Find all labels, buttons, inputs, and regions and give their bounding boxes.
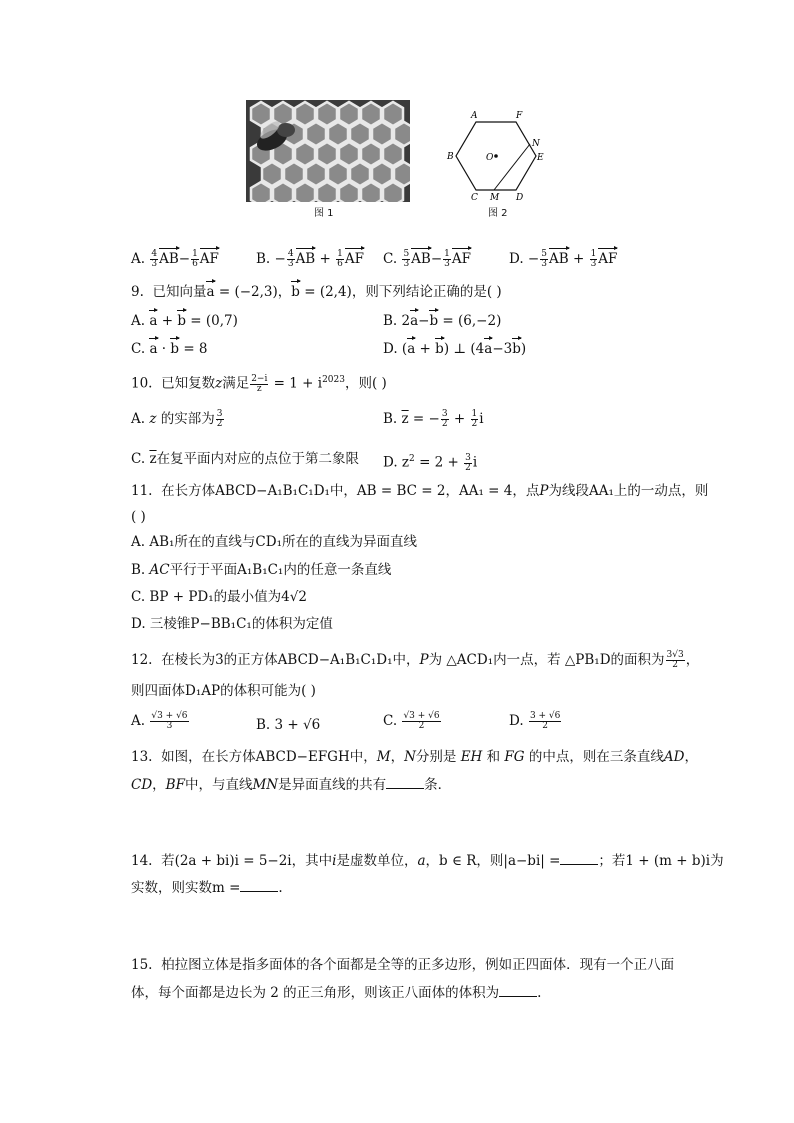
label-D: D bbox=[516, 193, 524, 203]
q8-option-d[interactable]: D. − $\frac{5}{3}$ AB + $\frac{1}{3}$ AF bbox=[509, 249, 618, 269]
q12-option-d[interactable]: D. $\frac{3 + √6}{2}$ bbox=[509, 711, 561, 731]
q10-option-b[interactable]: B. $\overline{z}$ = − $\frac{3}{2}$ + $\frac{1}{2}$ i bbox=[383, 409, 484, 429]
q14-answer-blank-1[interactable] bbox=[560, 852, 598, 865]
q13-line2: CD，BF中，与直线MN是异面直线的共有 条． bbox=[131, 777, 452, 793]
hexagon-diagram bbox=[446, 100, 556, 204]
q11-option-b[interactable]: B. AC平行于平面A₁B₁C₁内的任意一条直线 bbox=[131, 562, 392, 578]
q10-option-a[interactable]: A. z 的实部为 $\frac{3}{2}$ bbox=[131, 409, 223, 429]
q9-option-d[interactable]: D. (a + b) ⊥ (4a−3b) bbox=[383, 341, 527, 357]
figure2-caption: 图 2 bbox=[488, 208, 508, 219]
honeycomb-image bbox=[246, 100, 410, 202]
q10-option-d[interactable]: D. $z^2 = 2$ + $\frac{3}{2}$ i bbox=[383, 452, 478, 473]
q9-option-b[interactable]: B. 2a−b = (6,−2) bbox=[383, 313, 502, 329]
q15-line1: 15. 柏拉图立体是指多面体的各个面都是全等的正多边形，例如正四面体．现有一个正八面 bbox=[131, 957, 675, 973]
q8-option-c[interactable]: C. $\frac{5}{3}$ AB− $\frac{1}{3}$ AF bbox=[383, 249, 472, 269]
q15-answer-blank[interactable] bbox=[499, 984, 537, 997]
q14-line1: 14. 若(2a + bi)i = 5−2i，其中i是虚数单位，a，b ∈ R，则|a−bi| = ；若1 + (m + b)i为 bbox=[131, 853, 724, 869]
q9-stem: 9. 已知向量a = (−2,3)，b = (2,4)，则下列结论正确的是( ) bbox=[131, 284, 502, 300]
q12-option-a[interactable]: A. $\frac{√3 + √6}{3}$ bbox=[131, 711, 188, 731]
label-M: M bbox=[490, 193, 500, 203]
q12-stem: 12. 在棱长为3的正方体ABCD−A₁B₁C₁D₁中，P为 △ACD₁内一点，若 △PB₁D的面积为 $\frac{3√3}{2}$ ， bbox=[131, 650, 700, 670]
label-O: O bbox=[486, 153, 494, 163]
label-A: A bbox=[471, 111, 478, 121]
q11-paren: ( ) bbox=[131, 509, 146, 525]
q11-option-a[interactable]: A. AB₁所在的直线与CD₁所在的直线为异面直线 bbox=[131, 534, 417, 550]
q14-answer-blank-2[interactable] bbox=[240, 879, 278, 892]
q15-line2: 体，每个面都是边长为 2 的正三角形，则该正八面体的体积为 . bbox=[131, 985, 542, 1001]
label-N: N bbox=[532, 139, 540, 149]
q12-option-b[interactable]: B. 3 + √6 bbox=[256, 717, 321, 733]
q11-option-d[interactable]: D. 三棱锥P−BB₁C₁的体积为定值 bbox=[131, 616, 333, 632]
q13-line1: 13. 如图，在长方体ABCD−EFGH中，M，N分别是 EH 和 FG 的中点，则在三条直线AD， bbox=[131, 749, 698, 765]
q11-option-c[interactable]: C. BP + PD₁的最小值为4√2 bbox=[131, 589, 307, 605]
q11-stem: 11. 在长方体ABCD−A₁B₁C₁D₁中，AB = BC = 2，AA₁ = 4，点P为线段AA₁上的一动点，则 bbox=[131, 483, 709, 499]
q8-option-b[interactable]: B. − $\frac{4}{3}$ AB + $\frac{1}{6}$ AF bbox=[256, 249, 364, 269]
q13-answer-blank[interactable] bbox=[386, 776, 424, 789]
q8-option-a[interactable]: A. $\frac{4}{3}$ AB− $\frac{1}{6}$ AF bbox=[131, 249, 219, 269]
figure-area bbox=[246, 100, 556, 218]
q12-option-c[interactable]: C. $\frac{√3 + √6}{2}$ bbox=[383, 711, 440, 731]
q9-option-a[interactable]: A. a + b = (0,7) bbox=[131, 313, 238, 329]
q10-stem: 10. 已知复数z满足 $\frac{2-i}{z}$ = $1 + i^{2023}$，则( ) bbox=[131, 373, 387, 394]
label-B: B bbox=[447, 152, 454, 162]
q12-line2: 则四面体D₁AP的体积可能为( ) bbox=[131, 683, 316, 699]
label-F: F bbox=[516, 111, 523, 121]
label-E: E bbox=[537, 153, 544, 163]
q14-line2: 实数，则实数m = . bbox=[131, 880, 283, 896]
q10-option-c[interactable]: C. $\overline{z}$在复平面内对应的点位于第二象限 bbox=[131, 451, 360, 467]
q9-option-c[interactable]: C. a · b = 8 bbox=[131, 341, 208, 357]
figure1-caption: 图 1 bbox=[314, 208, 334, 219]
label-C: C bbox=[471, 193, 478, 203]
